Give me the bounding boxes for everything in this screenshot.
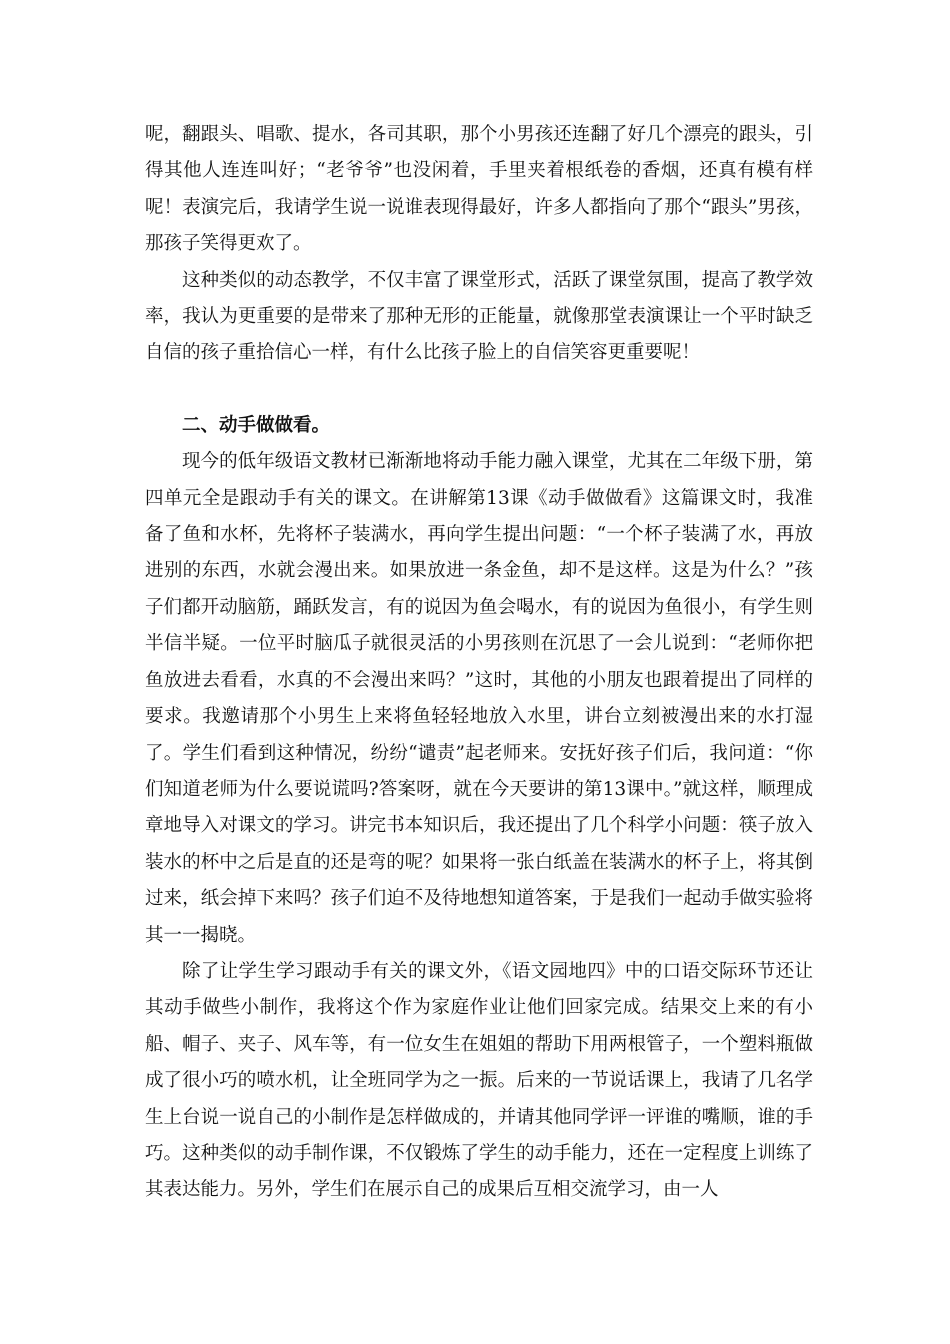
document-body	[145, 117, 813, 1209]
section-heading-hands-on: 二、动手做做看。	[182, 414, 331, 436]
paragraph-spacer	[145, 372, 813, 408]
paragraph-fish-experiment: 现今的低年级语文教材已渐渐地将动手能力融入课堂，尤其在二年级下册，第四单元全是跟动手有关的课文。在讲解第13课《动手做做看》这篇课文时，我准备了鱼和水杯，先将杯子装满水，再向学生提出问题：“一个杯子装满了水，再放进别的东西，水就会漫出来。如果放进一条金鱼，却不是这样。这是为什么？”孩子们都开动脑筋，踊跃发言，有的说因为鱼会喝水，有的说因为鱼很小，有学生则半信半疑。一位平时脑瓜子就很灵活的小男孩则在沉思了一会儿说到：“老师你把鱼放进去看看，水真的不会漫出来吗？”这时，其他的小朋友也跟着提出了同样的要求。我邀请那个小男生上来将鱼轻轻地放入水里，讲台立刻被漫出来的水打湿了。学生们看到这种情况，纷纷“谴责”起老师来。安抚好孩子们后，我问道：“你们知道老师为什么要说谎吗?答案呀，就在今天要讲的第13课中。”就这样，顺理成章地导入对课文的学习。讲完书本知识后，我还提出了几个科学小问题：筷子放入装水的杯中之后是直的还是弯的呢？如果将一张白纸盖在装满水的杯子上，将其倒过来，纸会掉下来吗？孩子们迫不及待地想知道答案，于是我们一起动手做实验将其一一揭晓。	[145, 451, 813, 946]
paragraph-performance-continued: 呢，翻跟头、唱歌、提水，各司其职，那个小男孩还连翻了好几个漂亮的跟头，引得其他人连连叫好；“老爷爷”也没闲着，手里夹着根纸卷的香烟，还真有模有样呢！表演完后，我请学生说一说谁表现得最好，许多人都指向了那个“跟头”男孩，那孩子笑得更欢了。	[145, 124, 813, 255]
paragraph-dynamic-teaching: 这种类似的动态教学，不仅丰富了课堂形式，活跃了课堂氛围，提高了教学效率，我认为更重要的是带来了那种无形的正能量，就像那堂表演课让一个平时缺乏自信的孩子重拾信心一样，有什么比孩子脸上的自信笑容更重要呢！	[145, 269, 813, 364]
paragraph-handmade-projects: 除了让学生学习跟动手有关的课文外，《语文园地四》中的口语交际环节还让其动手做些小制作，我将这个作为家庭作业让他们回家完成。结果交上来的有小船、帽子、夹子、风车等，有一位女生在姐姐的帮助下用两根管子，一个塑料瓶做成了很小巧的喷水机，让全班同学为之一振。后来的一节说话课上，我请了几名学生上台说一说自己的小制作是怎样做成的，并请其他同学评一评谁的嘴顺，谁的手巧。这种类似的动手制作课，不仅锻炼了学生的动手能力，还在一定程度上训练了其表达能力。另外，学生们在展示自己的成果后互相交流学习，由一人	[145, 960, 813, 1201]
